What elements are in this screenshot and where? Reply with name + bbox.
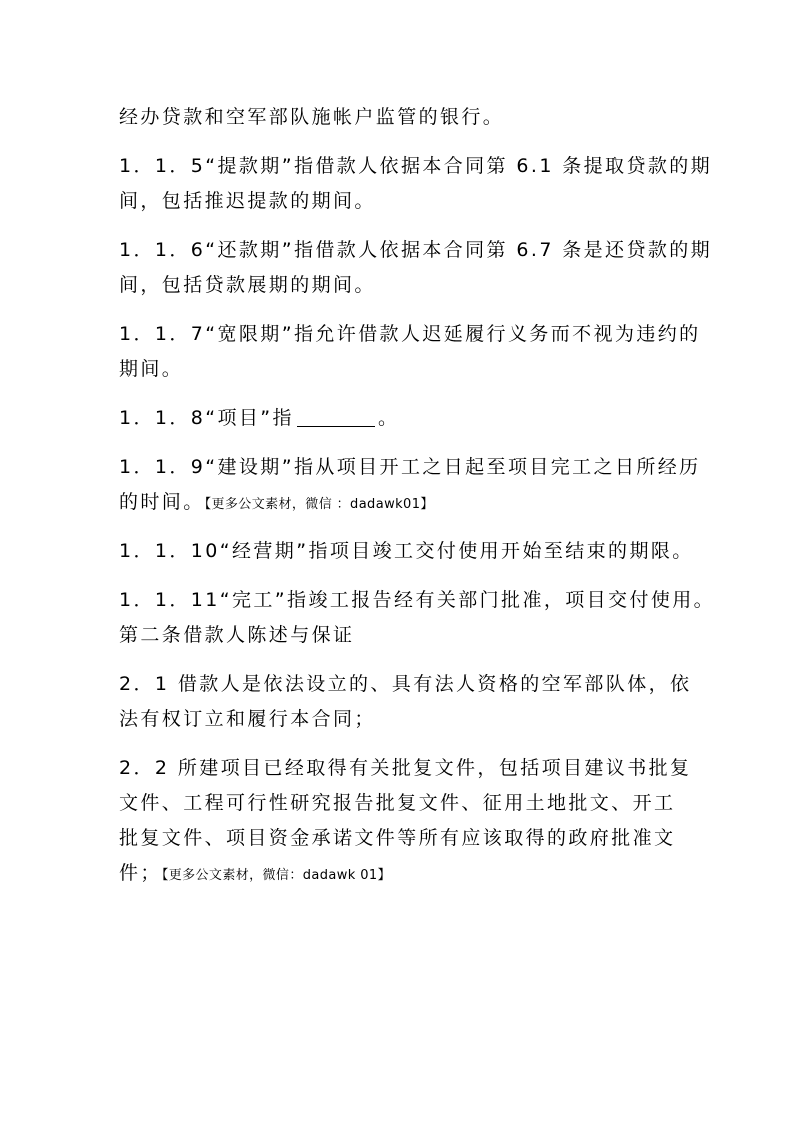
text-line: 批复文件、项目资金承诺文件等所有应该取得的政府批准文: [119, 827, 676, 849]
text-fragment: 1．1．8“项目”指: [119, 407, 294, 429]
text-line: 第二条借款人陈述与保证: [119, 624, 355, 646]
paragraph-1-1-10: [119, 534, 694, 569]
text-line: 1．1．7“宽限期”指允许借款人迟延履行义务而不视为违约的: [119, 323, 701, 345]
text-line: [119, 485, 677, 520]
document-body: [119, 100, 716, 891]
promo-note: 【更多公文素材，微信 ：dadawk01】: [204, 497, 434, 512]
paragraph-1-1-8: [119, 401, 677, 436]
text-line: 1．1．11“完工”指竣工报告经有关部门批准，项目交付使用。: [119, 589, 716, 611]
text-line: 1．1．9“建设期”指从项目开工之日起至项目完工之日所经历: [119, 456, 701, 478]
text-fragment: 的时间。: [119, 491, 205, 513]
paragraph-1-1-7: [119, 317, 701, 387]
promo-note: 【更多公文素材，微信：dadawk 01】: [161, 868, 391, 883]
text-line: 2．2 所建项目已经取得有关批复文件，包括项目建议书批复: [119, 757, 692, 779]
text-line: 间，包括贷款展期的期间。: [119, 274, 376, 296]
text-line: 法有权订立和履行本合同；: [119, 708, 376, 730]
section-heading-article-2: [119, 618, 677, 653]
text-line: 间，包括推迟提款的期间。: [119, 190, 376, 212]
paragraph-1-1-6: [119, 233, 713, 303]
text-line: 2．1 借款人是依法设立的、具有法人资格的空军部队体，依: [119, 673, 692, 695]
text-fragment: 件；: [119, 862, 162, 884]
text-line: 期间。: [119, 358, 184, 380]
paragraph-1-1-5: [119, 149, 713, 219]
paragraph-1-1-11: [119, 583, 716, 618]
text-line: [119, 856, 677, 891]
text-fragment: 。: [377, 407, 400, 429]
paragraph-2-1: [119, 667, 692, 737]
paragraph-bank-definition: [119, 100, 677, 135]
text-line: 经办贷款和空军部队施帐户监管的银行。: [119, 106, 505, 128]
paragraph-1-1-9: [119, 450, 701, 520]
text-line: 1．1．5“提款期”指借款人依据本合同第 6.1 条提取贷款的期: [119, 155, 713, 177]
text-line: 1．1．6“还款期”指借款人依据本合同第 6.7 条是还贷款的期: [119, 239, 713, 261]
text-line: [119, 401, 677, 436]
fill-in-blank: [297, 404, 375, 427]
text-line: 1．1．10“经营期”指项目竣工交付使用开始至结束的期限。: [119, 540, 694, 562]
text-line: 文件、工程可行性研究报告批复文件、征用土地批文、开工: [119, 792, 676, 814]
paragraph-2-2: [119, 751, 692, 891]
